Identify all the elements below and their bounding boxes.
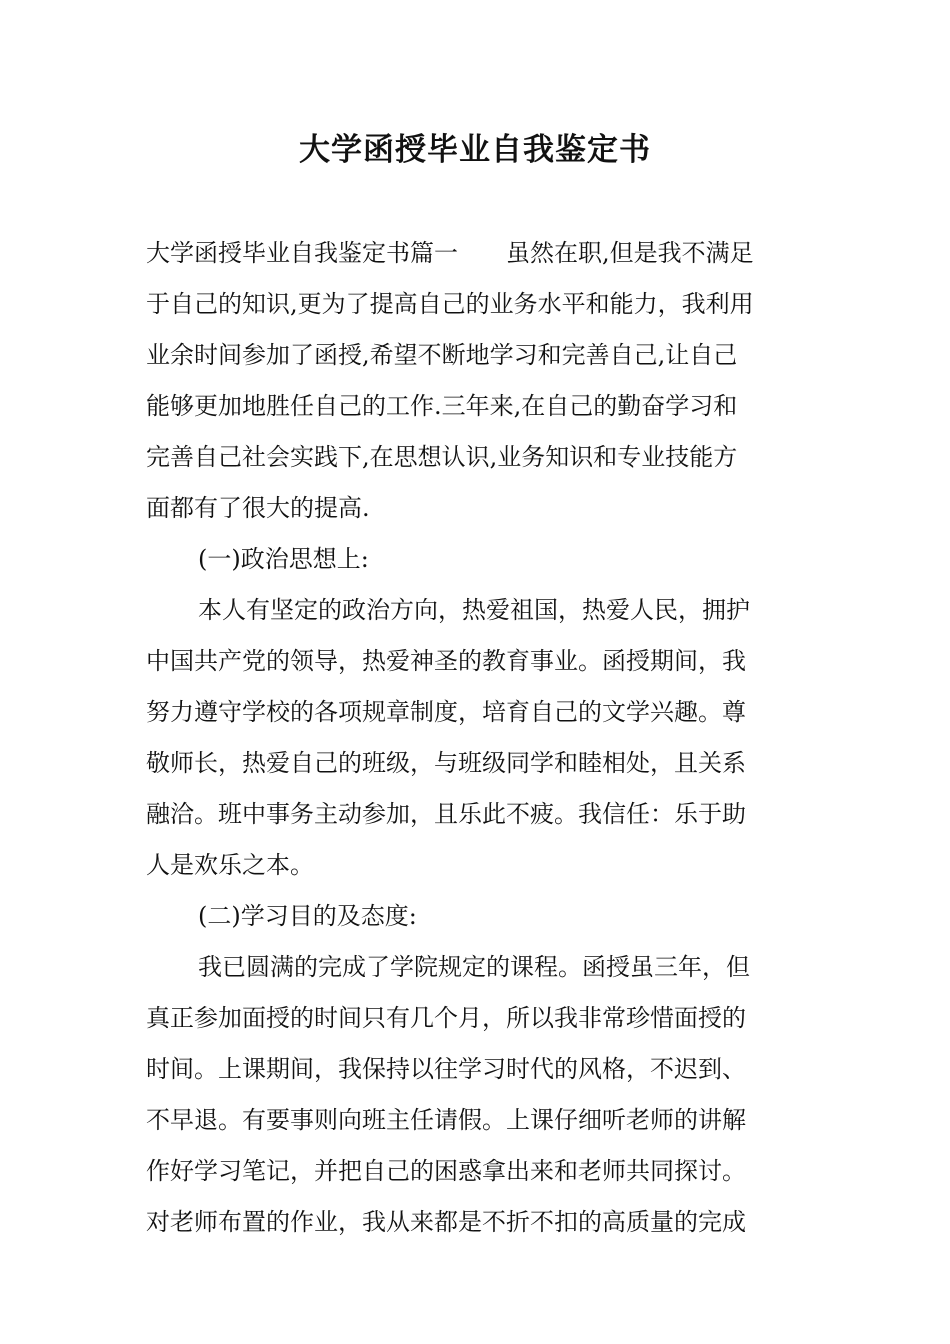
text-line: 时间。上课期间，我保持以往学习时代的风格，不迟到、 — [146, 1055, 746, 1083]
text-line: 完善自己社会实践下,在思想认识,业务知识和专业技能方 — [146, 443, 738, 471]
document-body — [146, 228, 810, 1248]
document-title: 大学函授毕业自我鉴定书 — [299, 132, 651, 168]
text-line: 人是欢乐之本。 — [146, 851, 314, 879]
text-line: 于自己的知识,更为了提高自己的业务水平和能力，我利用 — [146, 290, 754, 318]
text-line: 中国共产党的领导，热爱神圣的教育事业。函授期间，我 — [146, 647, 746, 675]
text-line: 真正参加面授的时间只有几个月，所以我非常珍惜面授的 — [146, 1004, 746, 1032]
text-line: 努力遵守学校的各项规章制度，培育自己的文学兴趣。尊 — [146, 698, 746, 726]
section-heading: (二)学习目的及态度: — [198, 902, 417, 930]
section-heading: (一)政治思想上: — [198, 545, 369, 573]
text-line: 能够更加地胜任自己的工作.三年来,在自己的勤奋学习和 — [146, 392, 738, 420]
text-line: 敬师长，热爱自己的班级，与班级同学和睦相处，且关系 — [146, 749, 746, 777]
text-line: 融洽。班中事务主动参加，且乐此不疲。我信任：乐于助 — [146, 800, 746, 828]
text-line: 本人有坚定的政治方向，热爱祖国，热爱人民，拥护 — [198, 596, 750, 624]
text-line: 面都有了很大的提高. — [146, 494, 370, 522]
text-line: 业余时间参加了函授,希望不断地学习和完善自己,让自己 — [146, 341, 738, 369]
text-line: 不早退。有要事则向班主任请假。上课仔细听老师的讲解 — [146, 1106, 746, 1134]
text-line: 对老师布置的作业，我从来都是不折不扣的高质量的完成 — [146, 1208, 746, 1236]
text-line: 作好学习笔记，并把自己的困惑拿出来和老师共同探讨。 — [146, 1157, 746, 1185]
text-line: 我已圆满的完成了学院规定的课程。函授虽三年，但 — [198, 953, 750, 981]
text-line: 大学函授毕业自我鉴定书篇一 虽然在职,但是我不满足 — [146, 239, 754, 267]
